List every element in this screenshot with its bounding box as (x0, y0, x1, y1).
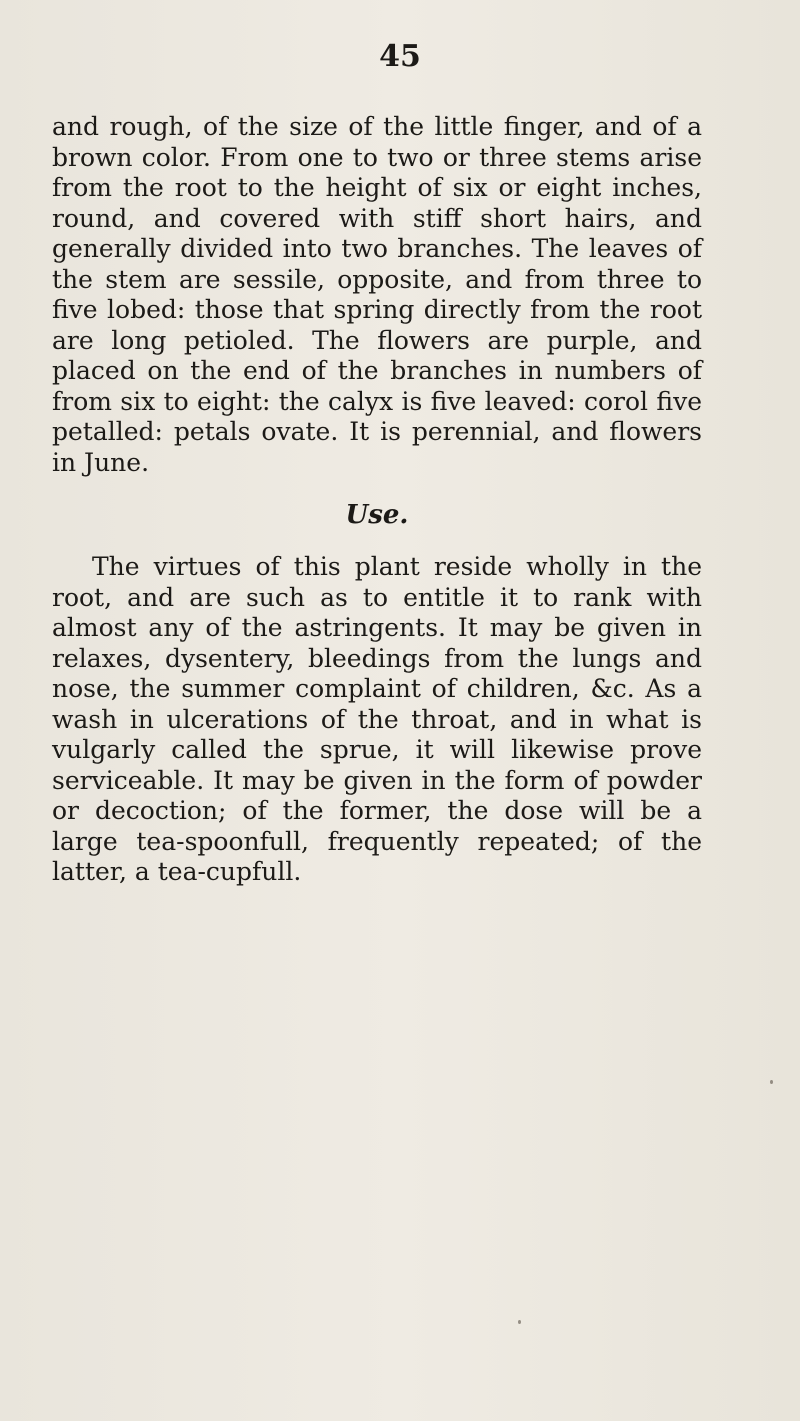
use-paragraph: The virtues of this plant reside wholly in the root, and are such as to entitle it to rank with almost any of the astringents. It may be given in relaxes, dysentery, bleedings from the lungs and nose, the summer complaint of children, &c. As a wash in ulcerations of the throat, and in what is vulgarly called the sprue, it will likewise prove serviceable. It may be given in the form of powder or decoction; of the former, the dose will be a large tea-spoonfull, frequently repeated; of the latter, a tea-cupfull. (52, 552, 702, 886)
description-paragraph: and rough, of the size of the little finger, and of a brown color. From one to two or three stems arise from the root to the height of six or eight inches, round, and covered with stiff short hairs, and generally divided into two branches. The leaves of the stem are sessile, opposite, and from three to five lobed: those that spring directly from the root are long petioled. The flowers are purple, and placed on the end of the branches in numbers of from six to eight: the calyx is five leaved: corol five petalled: petals ovate. It is perennial, and flowers in June. (52, 112, 702, 477)
scan-speck (518, 1320, 521, 1324)
scan-speck (770, 1080, 773, 1084)
section-heading-use: Use. (345, 500, 409, 530)
page-text (52, 112, 702, 888)
page-number: 45 (379, 39, 421, 74)
